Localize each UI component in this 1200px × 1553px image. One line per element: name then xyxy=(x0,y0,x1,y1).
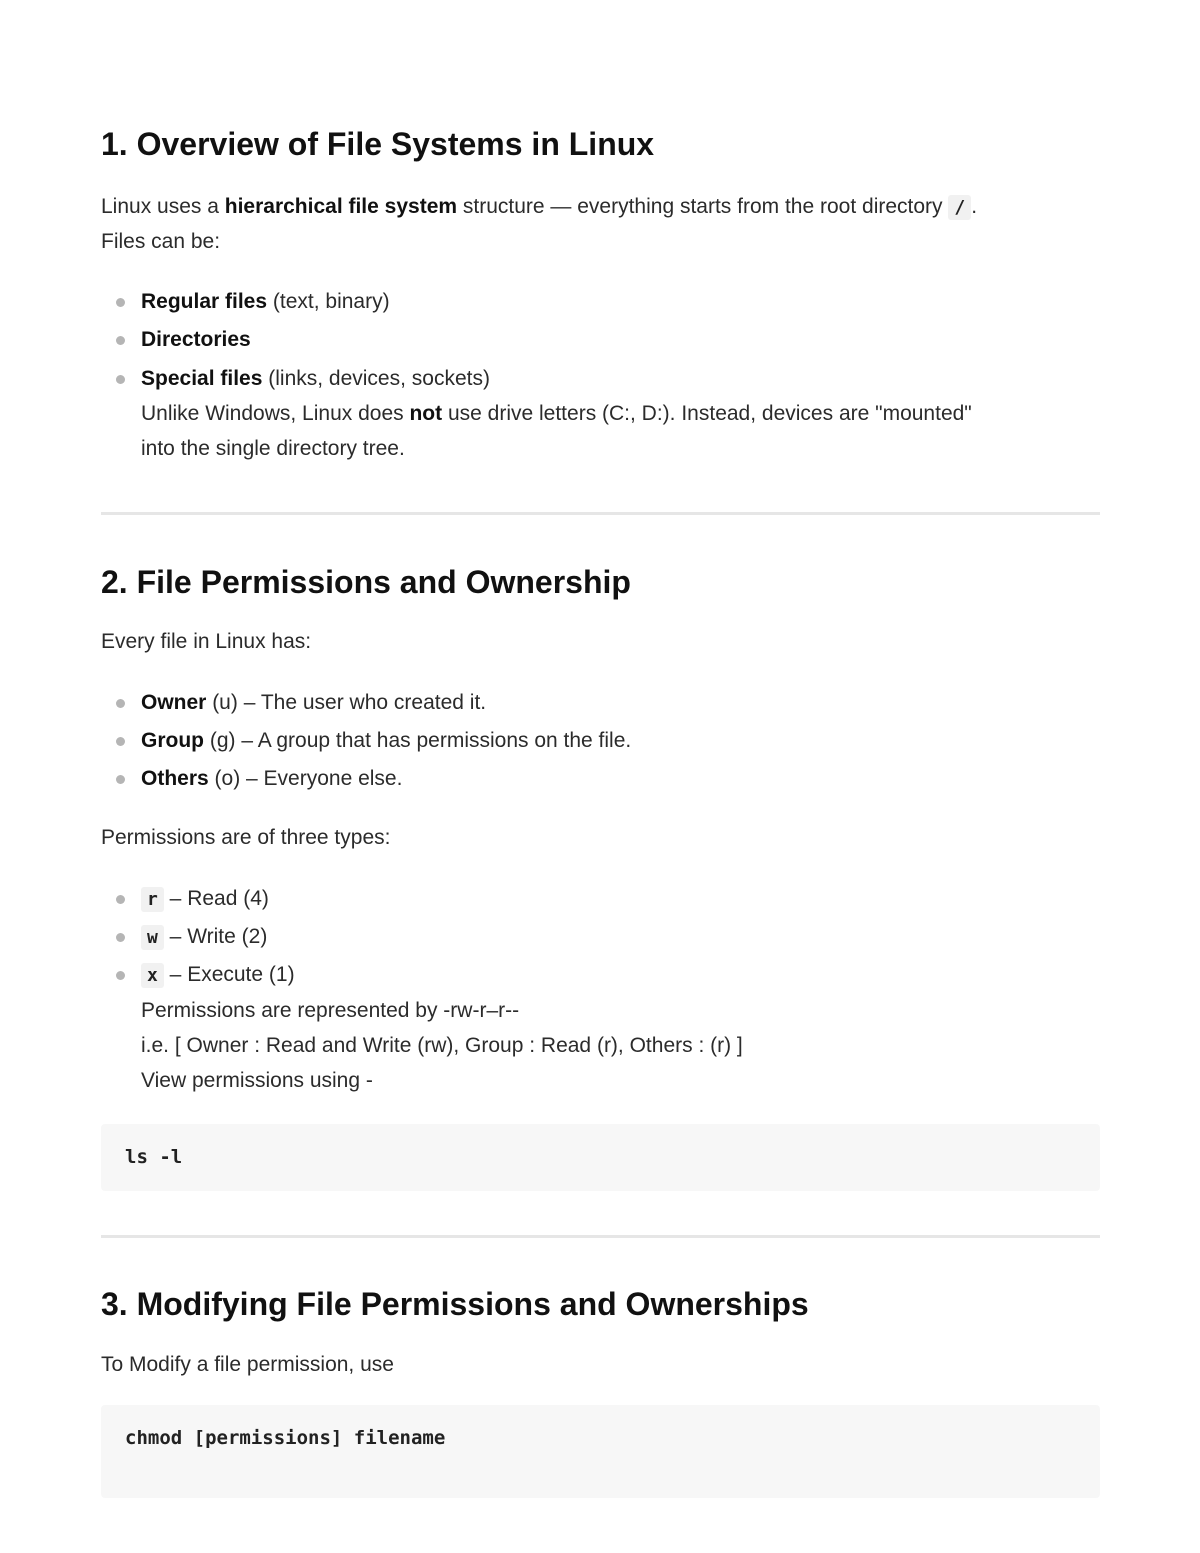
list-item: w – Write (2) xyxy=(101,919,1100,957)
mount-note: Unlike Windows, Linux does not use drive letters (C:, D:). Instead, devices are "mounted" xyxy=(141,402,972,425)
intro-text-pre: Linux uses a xyxy=(101,195,225,218)
list-item: Regular files (text, binary) xyxy=(101,284,1100,322)
bullet-icon xyxy=(116,699,125,708)
root-directory-code: / xyxy=(948,195,971,220)
permission-types-intro: Permissions are of three types: xyxy=(101,826,391,849)
bullet-icon xyxy=(116,336,125,345)
mount-note-line2: into the single directory tree. xyxy=(141,437,405,460)
bullet-icon xyxy=(116,971,125,980)
bullet-icon xyxy=(116,895,125,904)
list-item: x – Execute (1) Permissions are represented by -rw-r–r-- i.e. [ Owner : Read and Write (rw), Group : Read (r), Others : (r) ] View permissions using - xyxy=(101,957,1100,1098)
section-1-heading: 1. Overview of File Systems in Linux xyxy=(101,126,655,162)
list-item: Special files (links, devices, sockets) Unlike Windows, Linux does not use drive letters (C:, D:). Instead, devices are "mounted" into the single directory tree. xyxy=(101,361,1100,466)
section-1-intro-line2: Files can be: xyxy=(101,230,221,253)
file-types-list xyxy=(101,284,1100,466)
bullet-icon xyxy=(116,737,125,746)
list-item: Directories xyxy=(101,322,1100,361)
bullet-icon xyxy=(116,775,125,784)
code-block-chmod[interactable] xyxy=(101,1405,1100,1498)
list-item: r – Read (4) xyxy=(101,881,1100,919)
bullet-icon xyxy=(116,375,125,384)
code-text: ls -l xyxy=(125,1146,183,1168)
section-divider xyxy=(101,512,1100,515)
list-item: Owner (u) – The user who created it. xyxy=(101,685,1100,723)
intro-bold-term: hierarchical file system xyxy=(224,195,458,218)
permissions-note-line: i.e. [ Owner : Read and Write (rw), Group : Read (r), Others : (r) ] xyxy=(141,1034,743,1057)
permissions-note-line: Permissions are represented by -rw-r–r-- xyxy=(141,999,520,1022)
code-text: chmod [permissions] filename xyxy=(125,1427,446,1449)
permission-types-list xyxy=(101,881,1100,1098)
bullet-icon xyxy=(116,298,125,307)
list-item: Group (g) – A group that has permissions on the file. xyxy=(101,723,1100,761)
ownership-list xyxy=(101,685,1100,796)
intro-text-end: . xyxy=(971,195,978,218)
section-1-intro xyxy=(101,189,1100,225)
section-divider xyxy=(101,1235,1100,1238)
permissions-note-line: View permissions using - xyxy=(141,1069,373,1092)
section-3-intro: To Modify a file permission, use xyxy=(101,1353,394,1376)
section-3-heading: 3. Modifying File Permissions and Ownerships xyxy=(101,1286,809,1322)
intro-text-post: structure — everything starts from the root directory xyxy=(457,195,949,218)
list-item: Others (o) – Everyone else. xyxy=(101,761,1100,796)
code-block-ls[interactable] xyxy=(101,1124,1100,1191)
section-2-intro: Every file in Linux has: xyxy=(101,630,312,653)
bullet-icon xyxy=(116,933,125,942)
section-2-heading: 2. File Permissions and Ownership xyxy=(101,564,631,600)
